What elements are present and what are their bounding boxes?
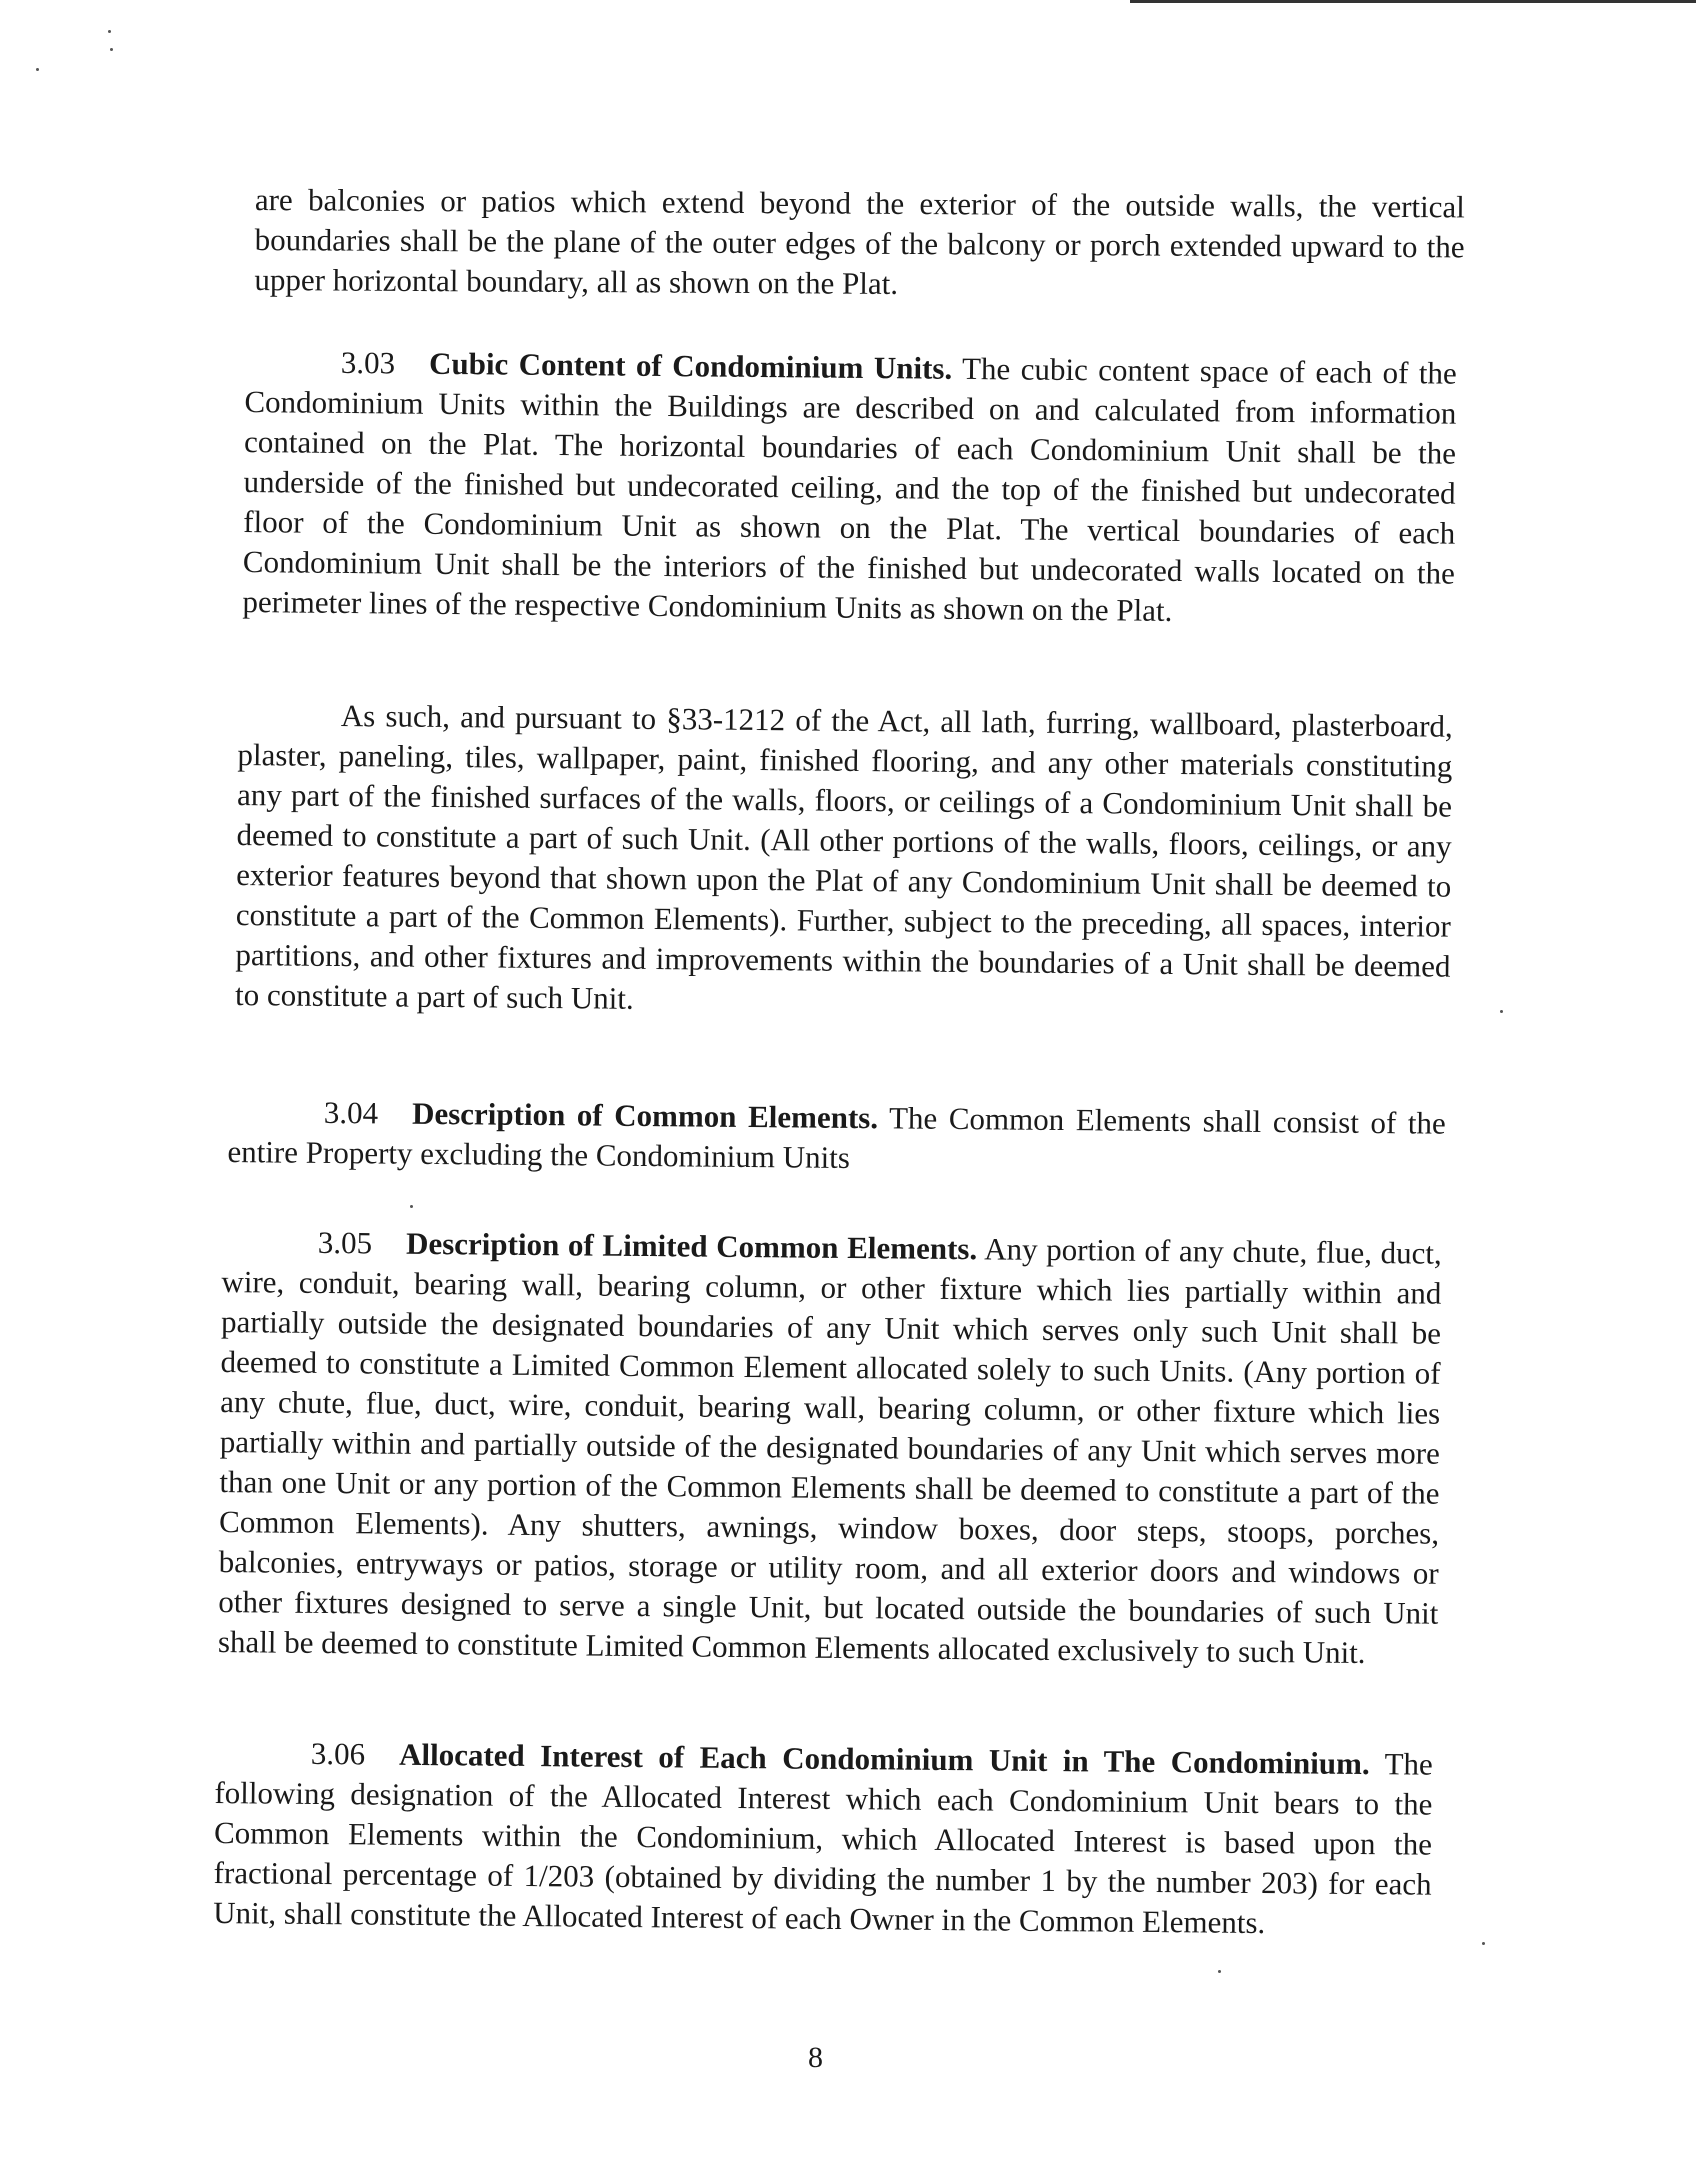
section-number: 3.06 — [310, 1735, 366, 1772]
section-heading: Description of Common Elements. — [411, 1095, 879, 1136]
paragraph-indent — [245, 372, 341, 373]
section-text: Any portion of any chute, flue, duct, wire, conduit, bearing wall, bearing column, or other fixture which lies partially within and partially outside the designated boundaries of any Unit which serves only such Unit shall be deemed to constitute a Limited Common Element allocated solely to such Units. (Any portion of any chute, flue, duct, wire, conduit, bearing wall, bearing column, or other fixture which lies partially within and partially outside of the designated boundaries of any Unit which serves more than one Unit or any portion of the Common Elements shall be deemed to constitute a part of the Common Elements). Any shutters, awnings, window boxes, door steps, stoops, porches, balconies, entryways or patios, storage or utility room, and all exterior doors and windows or other fixtures designed to serve a single Unit, but located outside the boundaries of such Unit shall be deemed to constitute Limited Common Elements allocated exclusively to such Unit. — [217, 1231, 1442, 1670]
paragraph-indent — [215, 1763, 311, 1764]
scan-speck — [410, 1205, 413, 1208]
paragraph-text: As such, and pursuant to §33-1212 of the Act, all lath, furring, wallboard, plasterboard, plaster, paneling, tiles, wallpaper, paint, finished flooring, and any other materials constituting any part of the finished surfaces of the walls, floors, or ceilings of a Condominium Unit shall be deemed to constitute a part of such Unit. (All other portions of the walls, floors, ceilings, or any exterior features beyond that shown upon the Plat of any Condominium Unit shall be deemed to constitute a part of the Common Elements). Further, subject to the preceding, all spaces, interior partitions, and other fixtures and improvements within the boundaries of a Unit shall be deemed to constitute a part of such Unit. — [234, 697, 1453, 1016]
paragraph-indent — [238, 725, 341, 726]
section-heading: Description of Limited Common Elements. — [405, 1225, 978, 1267]
scan-speck — [110, 48, 113, 51]
scan-edge-line — [1130, 0, 1696, 3]
section-3-05 — [218, 1222, 1442, 1674]
section-number: 3.04 — [323, 1094, 379, 1131]
scan-speck — [36, 68, 39, 71]
section-heading: Allocated Interest of Each Condominium Unit in The Condominium. — [398, 1736, 1370, 1782]
scan-speck — [108, 30, 111, 33]
paragraph-text: are balconies or patios which extend beyond the exterior of the outside walls, the vertical boundaries shall be the plane of the outer edges of the balcony or porch extended upward to the upper horizontal boundary, all as shown on the Plat. — [254, 181, 1465, 301]
section-heading: Cubic Content of Condominium Units. — [428, 345, 953, 386]
paragraph-as-such — [235, 695, 1453, 1027]
paragraph-boundaries-continued — [254, 180, 1465, 307]
section-text: The cubic content space of each of the Condominium Units within the Buildings are described on and calculated from information contained on the Plat. The horizontal boundaries of each Condominium Unit shall be the underside of the finished but undecorated ceiling, and the top of the finished but undecorated floor of the Condominium Unit as shown on the Plat. The vertical boundaries of each Condominium Unit shall be the interiors of the finished but undecorated walls located on the perimeter lines of the respective Condominium Units as shown on the Plat. — [242, 350, 1457, 628]
scan-speck — [1482, 1942, 1485, 1945]
section-3-03 — [242, 342, 1457, 634]
scan-speck — [1218, 1970, 1221, 1973]
page-number: 8 — [808, 2041, 823, 2074]
paragraph-indent — [228, 1122, 324, 1123]
section-text: The following designation of the Allocated Interest which each Condominium Unit bears to the Common Elements within the Condominium, which Allocated Interest is based upon the fractional percentage of 1/203 (obtained by dividing the number 1 by the number 203) for each Unit, shall constitute the Allocated Interest of each Owner in the Common Elements. — [213, 1746, 1433, 1941]
section-3-04 — [227, 1092, 1446, 1184]
section-number: 3.05 — [317, 1224, 373, 1261]
section-text: The Common Elements shall consist of the entire Property excluding the Condominium Units — [227, 1100, 1446, 1175]
section-number: 3.03 — [340, 344, 396, 381]
scan-speck — [1500, 1010, 1503, 1013]
section-3-06 — [213, 1733, 1433, 1945]
paragraph-indent — [222, 1252, 318, 1253]
